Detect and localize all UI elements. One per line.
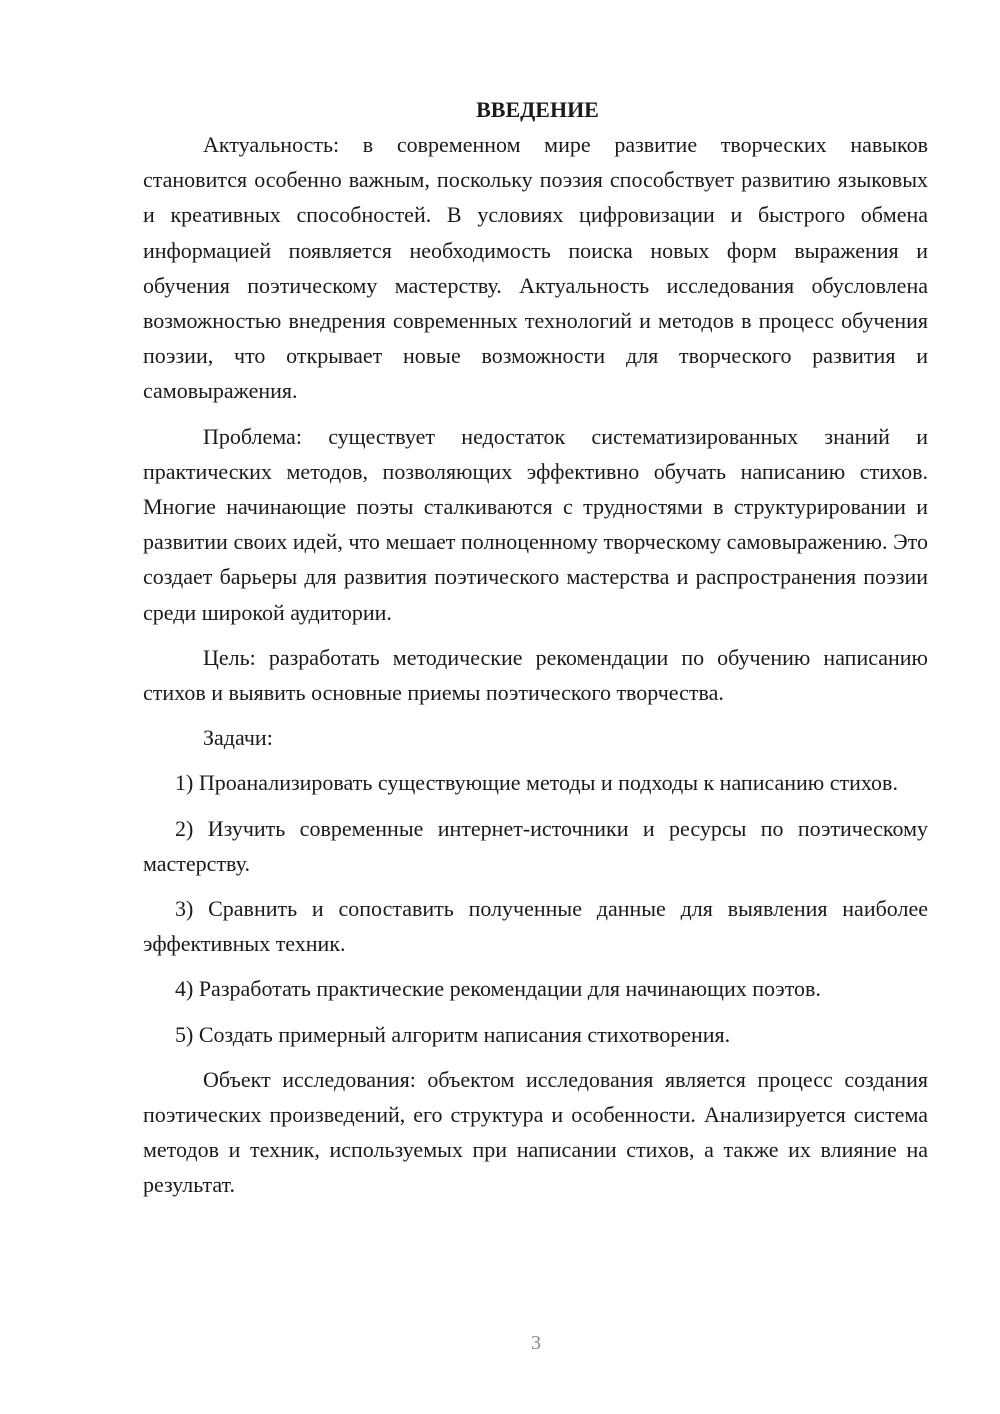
goal-paragraph: Цель: разработать методические рекомендации по обучению написанию стихов и выявить основные приемы поэтического творчества. xyxy=(143,644,928,706)
problem-paragraph: Проблема: существует недостаток систематизированных знаний и практических методов, позволяющих эффективно обучать написанию стихов. Многие начинающие поэты сталкиваются с трудностями в структурировании и развитии своих идей, что мешает полноценному творческому самовыражению. Это создает барьеры для развития поэтического мастерства и распространения поэзии среди широкой аудитории. xyxy=(143,423,928,625)
object-paragraph: Объект исследования: объектом исследования является процесс создания поэтических произведений, его структура и особенности. Анализируется система методов и техник, используемых при написании стихов, а также их влияние на результат. xyxy=(143,1066,928,1198)
page-number: 3 xyxy=(531,1332,541,1354)
task-item: 1) Проанализировать существующие методы и подходы к написанию стихов. xyxy=(175,770,898,796)
document-body xyxy=(143,92,928,1203)
task-item: 5) Создать примерный алгоритм написания стихотворения. xyxy=(175,1021,731,1047)
task-item: 2) Изучить современные интернет-источники и ресурсы по поэтическому мастерству. xyxy=(143,815,928,876)
relevance-paragraph: Актуальность: в современном мире развитие творческих навыков становится особенно важным, поскольку поэзия способствует развитию языковых и креативных способностей. В условиях цифровизации и быстрого обмена информацией появляется необходимость поиска новых форм выражения и обучения поэтическому мастерству. Актуальность исследования обусловлена возможностью внедрения современных технологий и методов в процесс обучения поэзии, что открывает новые возможности для творческого развития и самовыражения. xyxy=(143,132,928,404)
task-item: 4) Разработать практические рекомендации для начинающих поэтов. xyxy=(175,976,821,1002)
tasks-label: Задачи: xyxy=(203,725,273,751)
task-item: 3) Сравнить и сопоставить полученные данные для выявления наиболее эффективных техник. xyxy=(143,896,928,957)
page-title: ВВЕДЕНИЕ xyxy=(476,97,599,122)
